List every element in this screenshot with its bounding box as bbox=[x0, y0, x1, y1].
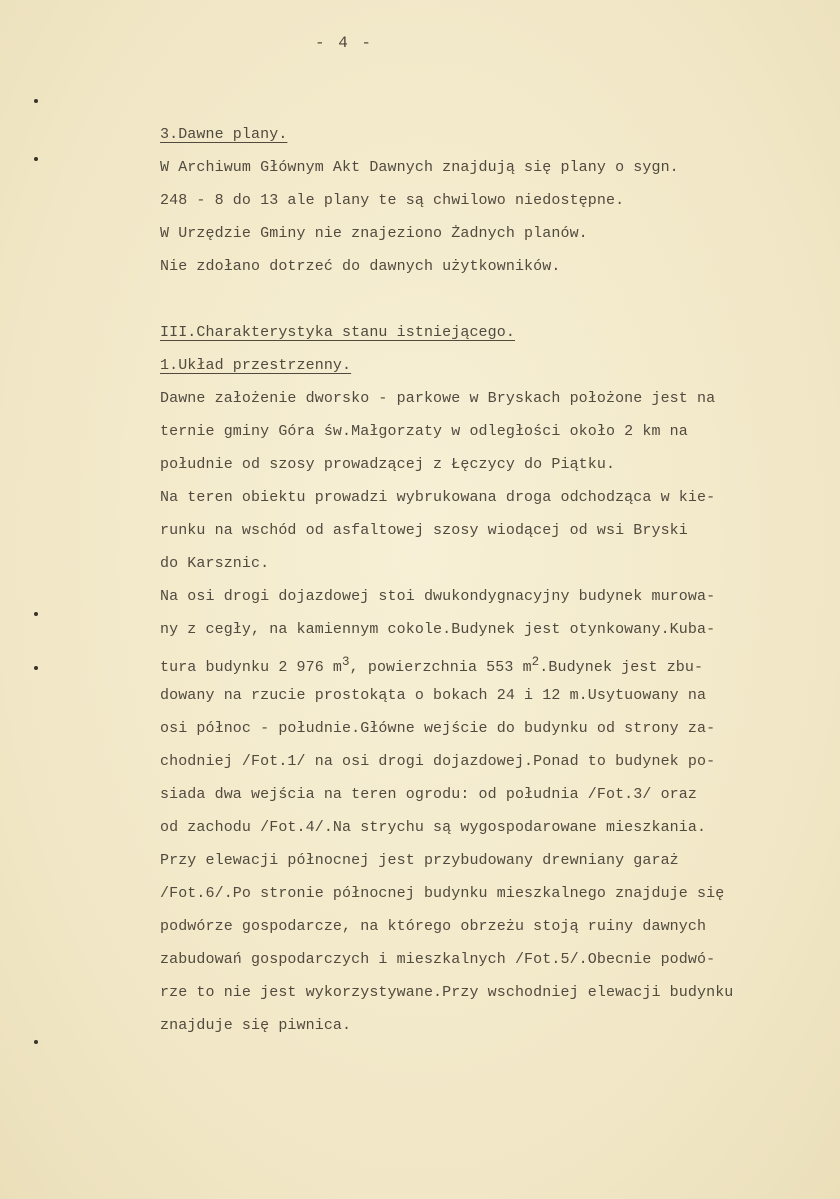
text-line: /Fot.6/.Po stronie północnej budynku mieszkalnego znajduje się bbox=[160, 885, 725, 902]
superscript: 3 bbox=[342, 655, 350, 669]
subsection-heading-spatial-layout: 1.Układ przestrzenny. bbox=[160, 357, 352, 374]
text-line: Nie zdołano dotrzeć do dawnych użytkowników. bbox=[160, 258, 561, 275]
text-line: runku na wschód od asfaltowej szosy wiodącej od wsi Bryski bbox=[160, 522, 688, 539]
text-line: rze to nie jest wykorzystywane.Przy wschodniej elewacji budynku bbox=[160, 984, 734, 1001]
text-line: Przy elewacji północnej jest przybudowany drewniany garaż bbox=[160, 852, 679, 869]
superscript: 2 bbox=[531, 655, 540, 669]
text-line: Na teren obiektu prowadzi wybrukowana droga odchodząca w kie- bbox=[160, 489, 716, 506]
text-fragment: .Budynek jest zbu- bbox=[539, 659, 704, 676]
text-line-cubature bbox=[160, 646, 830, 679]
text-line: ternie gminy Góra św.Małgorzaty w odległości około 2 km na bbox=[160, 423, 688, 440]
text-line: do Karsznic. bbox=[160, 555, 270, 572]
text-line: podwórze gospodarcze, na którego obrzeżu stoją ruiny dawnych bbox=[160, 918, 707, 935]
text-line: Dawne założenie dworsko - parkowe w Bryskach położone jest na bbox=[160, 390, 716, 407]
text-line: południe od szosy prowadzącej z Łęczycy do Piątku. bbox=[160, 456, 616, 473]
text-line: chodniej /Fot.1/ na osi drogi dojazdowej.Ponad to budynek po- bbox=[160, 753, 716, 770]
section-heading-old-plans: 3.Dawne plany. bbox=[160, 126, 288, 143]
text-line: osi północ - południe.Główne wejście do budynku od strony za- bbox=[160, 720, 716, 737]
text-line: W Archiwum Głównym Akt Dawnych znajdują się plany o sygn. bbox=[160, 159, 679, 176]
text-line: od zachodu /Fot.4/.Na strychu są wygospodarowane mieszkania. bbox=[160, 819, 707, 836]
text-line: Na osi drogi dojazdowej stoi dwukondygnacyjny budynek murowa- bbox=[160, 588, 716, 605]
text-line: W Urzędzie Gminy nie znajeziono Żadnych planów. bbox=[160, 225, 588, 242]
text-line: ny z cegły, na kamiennym cokole.Budynek jest otynkowany.Kuba- bbox=[160, 621, 716, 638]
text-line: zabudowań gospodarczych i mieszkalnych /Fot.5/.Obecnie podwó- bbox=[160, 951, 716, 968]
punch-hole-mark bbox=[34, 666, 38, 670]
area-text: , powierzchnia 553 m bbox=[349, 659, 532, 676]
text-line: dowany na rzucie prostokąta o bokach 24 i 12 m.Usytuowany na bbox=[160, 687, 707, 704]
text-line: 248 - 8 do 13 ale plany te są chwilowo niedostępne. bbox=[160, 192, 625, 209]
text-line: siada dwa wejścia na teren ogrodu: od południa /Fot.3/ oraz bbox=[160, 786, 697, 803]
punch-hole-mark bbox=[34, 1040, 38, 1044]
section-heading-existing-state: III.Charakterystyka stanu istniejącego. bbox=[160, 324, 515, 341]
punch-hole-mark bbox=[34, 157, 38, 161]
cubature-text: tura budynku 2 976 m bbox=[160, 659, 343, 676]
punch-hole-mark bbox=[34, 612, 38, 616]
document-body bbox=[160, 118, 830, 1042]
punch-hole-mark bbox=[34, 99, 38, 103]
page-number: - 4 - bbox=[315, 34, 374, 52]
text-line: znajduje się piwnica. bbox=[160, 1017, 352, 1034]
